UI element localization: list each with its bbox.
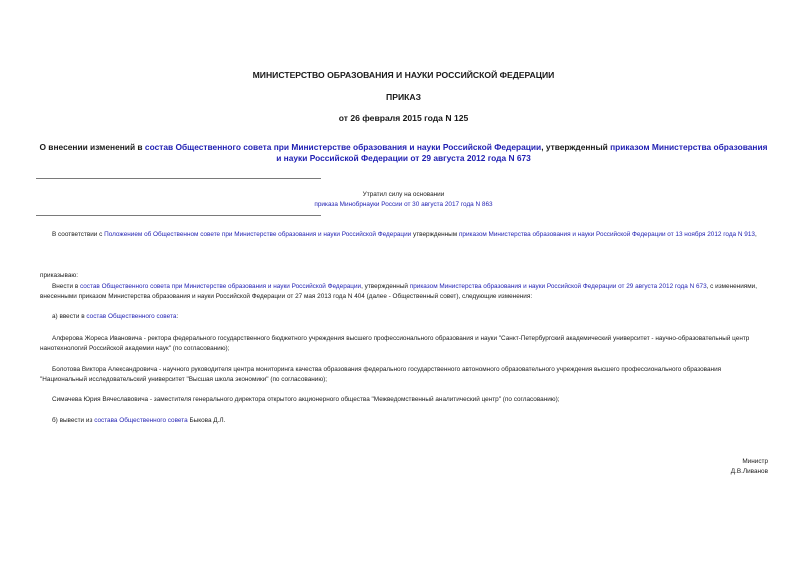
lost-force-link[interactable]: приказа Минобрнауки России от 30 августа 2017 года N 863 [314, 201, 493, 208]
paragraph-alferov: Алферова Жореса Ивановича - ректора федерального государственного бюджетного учреждения высшего профессионального образования и науки "Санкт-Петербургский академический университет - научно-образовательный центр нанотехнологий Российской академии наук" (по согласованию); [40, 335, 750, 352]
paragraph-simachev: Симачева Юрия Вячеславовича - заместителя генерального директора открытого акционерного общества "Межведомственный аналитический центр" (по согласованию); [52, 396, 560, 403]
p8-link-council[interactable]: состава Общественного совета [94, 417, 188, 424]
lost-force-note [0, 190, 807, 210]
title-link-order-673[interactable]: приказом Министерства образования и науки Российской Федерации от 29 августа 2012 года N 673 [276, 142, 768, 163]
p1-link-regulation[interactable]: Положением об Общественном совете при Министерстве образования и науки Российской Федерации [104, 231, 412, 238]
title-link-council-composition[interactable]: состав Общественного совета при Министерстве образования и науки Российской Федерации [144, 142, 542, 152]
lost-force-text: Утратил силу на основании [362, 191, 445, 198]
p1-link-order-913[interactable]: приказом Министерства образования и науки Российской Федерации от 13 ноября 2012 года N 913 [458, 231, 755, 238]
p3-text-1: Внести в [52, 283, 80, 290]
paragraph-bolotov: Болотова Виктора Александровича - научного руководителя центра мониторинга качества образования федерального государственного автономного образовательного учреждения высшего профессионального образования "Национальный исследовательский университет "Высшая школа экономики" (по согласованию); [40, 366, 722, 383]
document-title [36, 142, 771, 164]
p4-text-2: : [176, 313, 179, 320]
p3-link-order-673[interactable]: приказом Министерства образования и науки Российской Федерации от 29 августа 2012 года N 673 [409, 283, 707, 290]
paragraph-order: приказываю: [40, 272, 78, 279]
p3-link-council-composition[interactable]: состав Общественного совета при Министерстве образования и науки Российской Федерации [79, 283, 362, 290]
ministry-heading: МИНИСТЕРСТВО ОБРАЗОВАНИЯ И НАУКИ РОССИЙСКОЙ ФЕДЕРАЦИИ [252, 70, 555, 80]
p8-text-1: б) вывести из [52, 417, 95, 424]
paragraph-basis [40, 230, 769, 240]
document-date-number: от 26 февраля 2015 года N 125 [338, 113, 469, 123]
signature-position: Министр [742, 458, 768, 465]
p1-text-1: В соответствии с [52, 231, 105, 238]
paragraph-amend [40, 282, 769, 302]
p3-text-2: , утвержденный [361, 283, 410, 290]
p4-text-1: а) ввести в [52, 313, 87, 320]
p4-link-council[interactable]: состав Общественного совета [86, 313, 177, 320]
title-text-1: О внесении изменений в [39, 142, 145, 152]
paragraph-remove [40, 416, 769, 426]
p3-text-3: , с изменениями, внесенными приказом Министерства образования и науки Российской Федерации от 27 мая 2013 года N 404 (далее - Общественный совет), следующие изменения: [40, 283, 757, 300]
signature-name: Д.В.Ливанов [730, 468, 768, 475]
p1-text-3: , [754, 231, 757, 238]
paragraph-introduce [40, 312, 769, 322]
p8-text-2: Быкова Д.Л. [187, 417, 226, 424]
divider-top [36, 178, 321, 179]
divider-bottom [36, 215, 321, 216]
title-text-2: , утвержденный [541, 142, 611, 152]
document-type: ПРИКАЗ [386, 92, 421, 102]
p1-text-2: утвержденным [411, 231, 459, 238]
